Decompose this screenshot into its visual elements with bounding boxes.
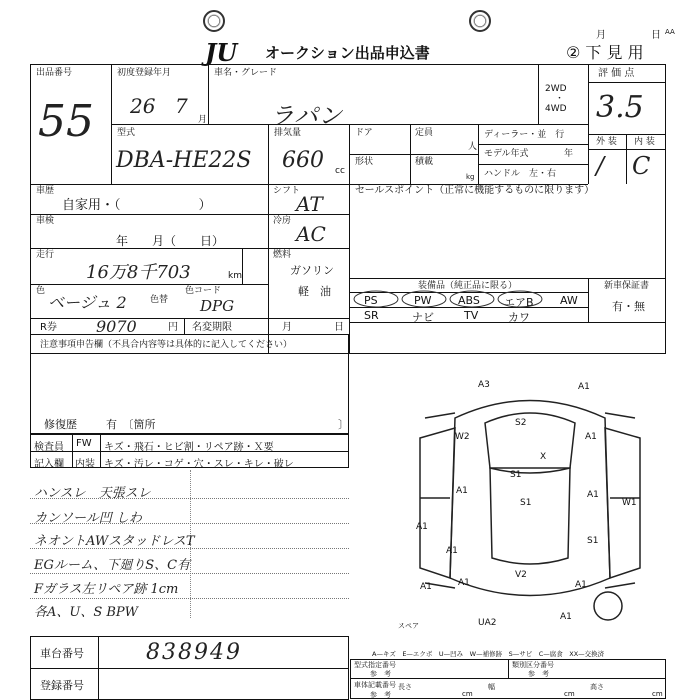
shift-value: AT	[296, 192, 323, 216]
sales-point-label: セールスポイント（正常に機能するものに限ります）	[355, 185, 595, 196]
note-5: Fガラス左リペア跡 1cm	[34, 582, 179, 597]
copy-label: ② 下 見 用	[566, 43, 644, 62]
r-ticket-value: 9070	[96, 317, 137, 336]
cooler-value: AC	[296, 222, 326, 246]
remarks-label: 注意事項申告欄（不具合内容等は具体的に記入してください）	[40, 340, 293, 350]
usage-value: 自家用・（ ）	[62, 198, 212, 213]
car-name-label: 車名・グレード	[214, 68, 278, 78]
aa-mark: AA	[665, 28, 675, 36]
model-code: DBA-HE22S	[116, 148, 252, 173]
chassis-number: 838949	[146, 640, 242, 665]
punch-hole-left	[203, 10, 225, 32]
equipment-circles	[352, 290, 552, 310]
note-2: カンソール凹 しわ	[34, 511, 142, 526]
first-reg-month: 7	[175, 94, 188, 118]
lot-label: 出品番号	[36, 68, 73, 78]
equipment-label: 装備品（純正品に限る）	[418, 281, 518, 291]
color-code: DPG	[200, 297, 235, 315]
mileage-value: 16万8千703	[86, 262, 191, 283]
warranty-value: 有・無	[612, 300, 645, 313]
ju-logo: JU	[205, 38, 238, 67]
date-day: 日	[651, 30, 661, 41]
first-reg-year: 26	[130, 94, 156, 118]
note-3: ネオントAWスタッドレスT	[34, 534, 195, 549]
interior-score: C	[632, 152, 651, 180]
inspection-value: 年 月（ 日）	[116, 234, 225, 248]
color-value: ベージュ 2	[48, 293, 127, 312]
damage-legend: A—キズ E—エクボ U—凹み W—補修跡 S—サビ C—腐食 XX—交換済	[372, 650, 605, 658]
fuel-value: ガソリン	[290, 264, 334, 277]
date-month: 月	[596, 30, 606, 41]
displacement: 660	[282, 148, 324, 173]
exterior-score: /	[596, 152, 605, 180]
first-reg-label: 初度登録年月	[117, 68, 172, 78]
note-1: ハンスレ 天張スレ	[34, 486, 151, 501]
note-4: EGルーム、下廻りS、C有	[34, 558, 191, 573]
note-6: 各A、U、S BPW	[34, 605, 139, 620]
punch-hole-right	[469, 10, 491, 32]
rating-label: 評 価 点	[598, 68, 635, 79]
form-title: オークション出品申込書	[265, 44, 430, 62]
car-name: ラパン	[270, 102, 342, 130]
lot-number: 55	[38, 96, 94, 147]
rating-score: 3.5	[596, 90, 644, 125]
